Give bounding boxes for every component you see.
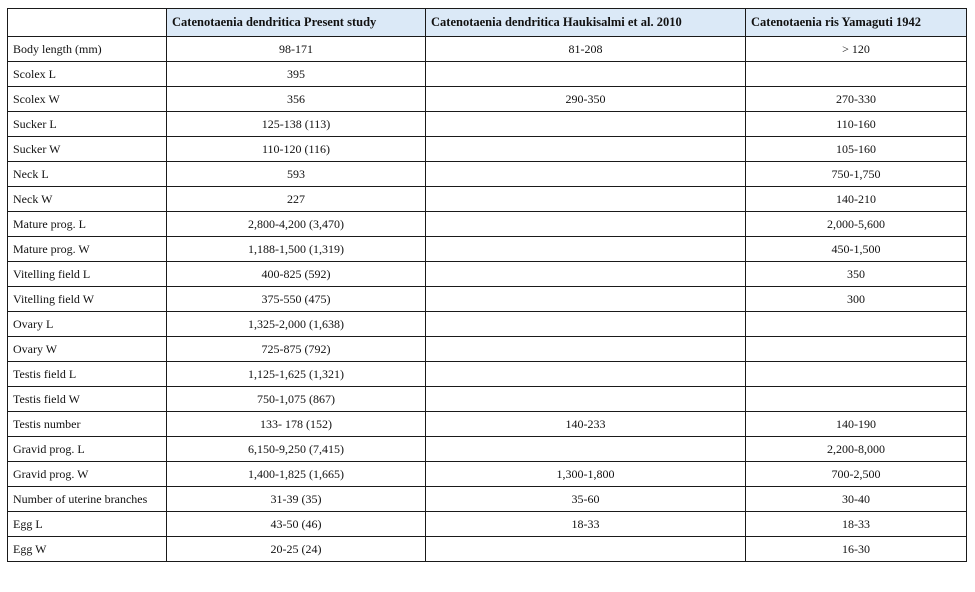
yamaguti-1942-cell: > 120 (746, 37, 967, 62)
parameter-cell: Testis number (8, 412, 167, 437)
table-row (8, 262, 967, 287)
yamaguti-1942-cell: 18-33 (746, 512, 967, 537)
parameter-cell: Testis field W (8, 387, 167, 412)
parameter-cell: Scolex W (8, 87, 167, 112)
parameter-cell: Scolex L (8, 62, 167, 87)
table-row (8, 437, 967, 462)
haukisalmi-2010-cell (426, 62, 746, 87)
haukisalmi-2010-cell (426, 237, 746, 262)
parameter-cell: Neck W (8, 187, 167, 212)
parameter-cell: Mature prog. W (8, 237, 167, 262)
haukisalmi-2010-cell (426, 212, 746, 237)
present-study-cell: 43-50 (46) (167, 512, 426, 537)
present-study-cell: 1,188-1,500 (1,319) (167, 237, 426, 262)
present-study-cell: 593 (167, 162, 426, 187)
parameter-cell: Testis field L (8, 362, 167, 387)
table-row (8, 337, 967, 362)
haukisalmi-2010-cell (426, 312, 746, 337)
haukisalmi-2010-cell (426, 537, 746, 562)
yamaguti-1942-cell: 350 (746, 262, 967, 287)
table-row (8, 287, 967, 312)
parameter-cell: Egg W (8, 537, 167, 562)
present-study-cell: 356 (167, 87, 426, 112)
parameter-cell: Gravid prog. L (8, 437, 167, 462)
parameter-cell: Body length (mm) (8, 37, 167, 62)
haukisalmi-2010-cell (426, 362, 746, 387)
table-row (8, 487, 967, 512)
yamaguti-1942-cell: 16-30 (746, 537, 967, 562)
table-row (8, 212, 967, 237)
table-row (8, 462, 967, 487)
present-study-cell: 1,125-1,625 (1,321) (167, 362, 426, 387)
parameter-cell: Sucker L (8, 112, 167, 137)
yamaguti-1942-cell (746, 362, 967, 387)
parameter-cell: Mature prog. L (8, 212, 167, 237)
yamaguti-1942-cell (746, 62, 967, 87)
present-study-cell: 133- 178 (152) (167, 412, 426, 437)
yamaguti-1942-cell (746, 312, 967, 337)
present-study-cell: 6,150-9,250 (7,415) (167, 437, 426, 462)
parameter-cell: Ovary W (8, 337, 167, 362)
haukisalmi-2010-cell (426, 287, 746, 312)
table-header (8, 9, 967, 37)
haukisalmi-2010-cell: 290-350 (426, 87, 746, 112)
haukisalmi-2010-cell: 140-233 (426, 412, 746, 437)
haukisalmi-2010-cell (426, 137, 746, 162)
table-row (8, 187, 967, 212)
present-study-cell: 1,400-1,825 (1,665) (167, 462, 426, 487)
haukisalmi-2010-cell (426, 112, 746, 137)
table-row (8, 112, 967, 137)
column-header-present-study: Catenotaenia dendritica Present study (167, 9, 426, 37)
table-row (8, 512, 967, 537)
present-study-cell: 125-138 (113) (167, 112, 426, 137)
parameter-cell: Egg L (8, 512, 167, 537)
measurement-comparison-table (7, 8, 967, 562)
table-row (8, 537, 967, 562)
present-study-cell: 395 (167, 62, 426, 87)
yamaguti-1942-cell: 270-330 (746, 87, 967, 112)
parameter-cell: Ovary L (8, 312, 167, 337)
yamaguti-1942-cell: 105-160 (746, 137, 967, 162)
present-study-cell: 2,800-4,200 (3,470) (167, 212, 426, 237)
haukisalmi-2010-cell: 81-208 (426, 37, 746, 62)
haukisalmi-2010-cell (426, 262, 746, 287)
table-row (8, 387, 967, 412)
present-study-cell: 1,325-2,000 (1,638) (167, 312, 426, 337)
table-row (8, 137, 967, 162)
table-row (8, 312, 967, 337)
yamaguti-1942-cell: 2,000-5,600 (746, 212, 967, 237)
yamaguti-1942-cell: 30-40 (746, 487, 967, 512)
present-study-cell: 375-550 (475) (167, 287, 426, 312)
haukisalmi-2010-cell: 35-60 (426, 487, 746, 512)
yamaguti-1942-cell: 110-160 (746, 112, 967, 137)
table-row (8, 237, 967, 262)
table-row (8, 412, 967, 437)
parameter-cell: Vitelling field L (8, 262, 167, 287)
column-header-yamaguti-1942: Catenotaenia ris Yamaguti 1942 (746, 9, 967, 37)
haukisalmi-2010-cell (426, 187, 746, 212)
column-header-haukisalmi-2010: Catenotaenia dendritica Haukisalmi et al. 2010 (426, 9, 746, 37)
table-row (8, 87, 967, 112)
present-study-cell: 750-1,075 (867) (167, 387, 426, 412)
yamaguti-1942-cell: 300 (746, 287, 967, 312)
haukisalmi-2010-cell: 18-33 (426, 512, 746, 537)
yamaguti-1942-cell: 450-1,500 (746, 237, 967, 262)
haukisalmi-2010-cell: 1,300-1,800 (426, 462, 746, 487)
table-row (8, 37, 967, 62)
yamaguti-1942-cell: 2,200-8,000 (746, 437, 967, 462)
column-header-parameter (8, 9, 167, 37)
yamaguti-1942-cell: 750-1,750 (746, 162, 967, 187)
yamaguti-1942-cell (746, 387, 967, 412)
table-row (8, 62, 967, 87)
present-study-cell: 110-120 (116) (167, 137, 426, 162)
parameter-cell: Gravid prog. W (8, 462, 167, 487)
table-row (8, 362, 967, 387)
parameter-cell: Number of uterine branches (8, 487, 167, 512)
parameter-cell: Neck L (8, 162, 167, 187)
table-body (8, 37, 967, 562)
haukisalmi-2010-cell (426, 337, 746, 362)
haukisalmi-2010-cell (426, 387, 746, 412)
present-study-cell: 20-25 (24) (167, 537, 426, 562)
present-study-cell: 227 (167, 187, 426, 212)
present-study-cell: 31-39 (35) (167, 487, 426, 512)
parameter-cell: Sucker W (8, 137, 167, 162)
yamaguti-1942-cell: 140-210 (746, 187, 967, 212)
haukisalmi-2010-cell (426, 437, 746, 462)
present-study-cell: 98-171 (167, 37, 426, 62)
parameter-cell: Vitelling field W (8, 287, 167, 312)
table-row (8, 162, 967, 187)
present-study-cell: 725-875 (792) (167, 337, 426, 362)
present-study-cell: 400-825 (592) (167, 262, 426, 287)
yamaguti-1942-cell (746, 337, 967, 362)
header-row (8, 9, 967, 37)
yamaguti-1942-cell: 700-2,500 (746, 462, 967, 487)
yamaguti-1942-cell: 140-190 (746, 412, 967, 437)
haukisalmi-2010-cell (426, 162, 746, 187)
